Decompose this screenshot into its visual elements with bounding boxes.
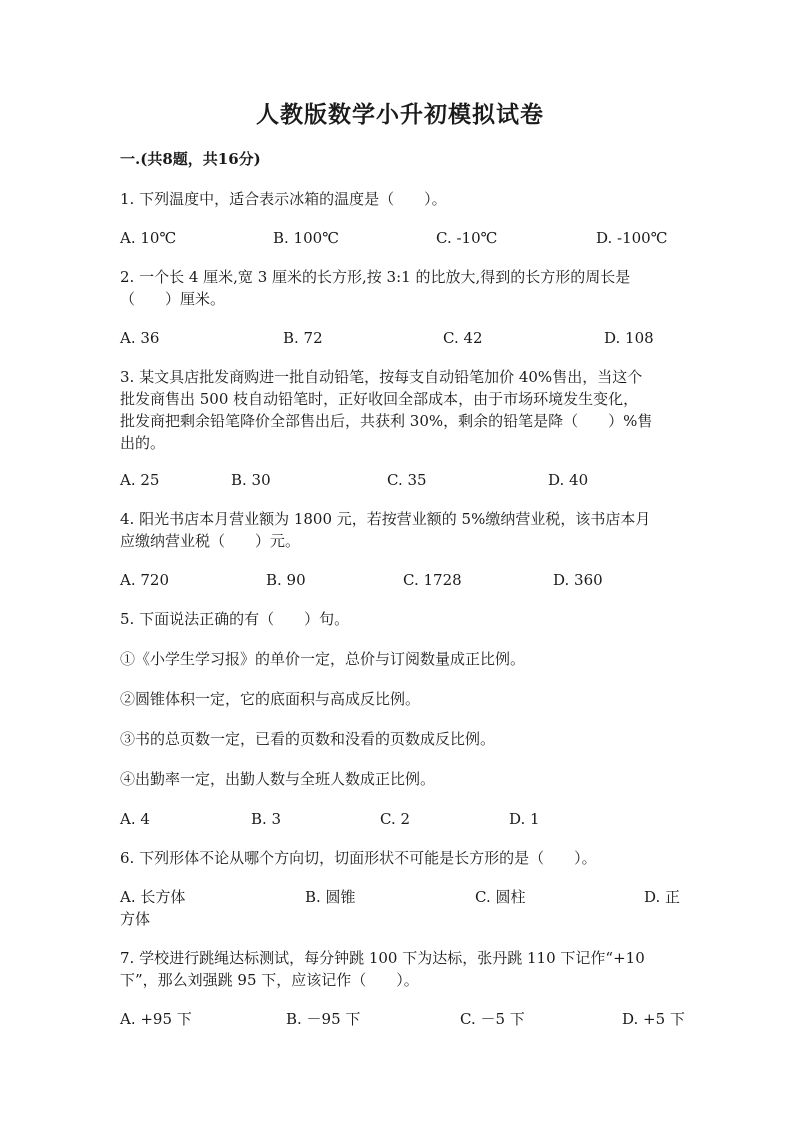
question-4-option-a: A. 720 [120,571,169,589]
question-6-text: 6. 下列形体不论从哪个方向切，切面形状不可能是长方形的是（ ）。 [120,849,597,867]
question-6-option-a: A. 长方体 [120,888,186,906]
question-4-text-line-2: 应缴纳营业税（ ）元。 [120,532,301,550]
page-title: 人教版数学小升初模拟试卷 [256,101,544,128]
question-1-option-d: D. -100℃ [596,229,668,247]
question-7-option-d: D. +5 下 [622,1010,685,1028]
question-7-option-b: B. －95 下 [286,1010,361,1028]
question-4-text-line-1: 4. 阳光书店本月营业额为 1800 元，若按营业额的 5%缴纳营业税，该书店本月 [120,510,651,528]
question-5-statement-4: ④出勤率一定，出勤人数与全班人数成正比例。 [120,770,436,788]
question-5-statement-3: ③书的总页数一定，已看的页数和没看的页数成反比例。 [120,730,496,748]
question-3-option-a: A. 25 [120,471,160,489]
question-5-option-a: A. 4 [120,810,150,828]
question-3-text-line-3: 批发商把剩余铅笔降价全部售出后，共获利 30%，剩余的铅笔是降（ ）%售 [120,412,653,430]
question-4-option-d: D. 360 [553,571,603,589]
question-1-option-b: B. 100℃ [273,229,339,247]
question-3-option-b: B. 30 [231,471,271,489]
question-3-option-c: C. 35 [387,471,427,489]
question-2-option-c: C. 42 [443,329,483,347]
question-3-option-d: D. 40 [548,471,589,489]
question-3-text-line-4: 出的。 [120,434,166,452]
question-6-option-c: C. 圆柱 [475,888,526,906]
question-5-statement-2: ②圆锥体积一定，它的底面积与高成反比例。 [120,690,421,708]
question-6-option-d: D. 正 [644,888,681,906]
question-3-text-line-2: 批发商售出 500 枝自动铅笔时，正好收回全部成本，由于市场环境发生变化， [120,390,639,408]
question-5-option-b: B. 3 [251,810,282,828]
question-5-statement-1: ①《小学生学习报》的单价一定，总价与订阅数量成正比例。 [120,650,526,668]
question-1-option-c: C. -10℃ [436,229,498,247]
question-7-text-line-1: 7. 学校进行跳绳达标测试，每分钟跳 100 下为达标，张丹跳 110 下记作“+10 [120,949,645,967]
section-header: 一.(共8题，共16分) [120,150,261,168]
question-7-option-c: C. －5 下 [460,1010,525,1028]
question-1-option-a: A. 10℃ [120,229,177,247]
question-5-text: 5. 下面说法正确的有（ ）句。 [120,610,350,628]
question-4-option-b: B. 90 [266,571,306,589]
question-6-option-b: B. 圆锥 [305,888,356,906]
question-5-option-c: C. 2 [380,810,411,828]
question-2-text-line-2: （ ）厘米。 [120,290,226,308]
question-2-option-b: B. 72 [283,329,323,347]
question-7-option-a: A. +95 下 [120,1010,192,1028]
question-7-text-line-2: 下”，那么刘强跳 95 下，应该记作（ ）。 [120,971,419,989]
question-5-option-d: D. 1 [509,810,540,828]
question-2-option-a: A. 36 [120,329,160,347]
question-3-text-line-1: 3. 某文具店批发商购进一批自动铅笔，按每支自动铅笔加价 40%售出，当这个 [120,368,643,386]
question-1-text: 1. 下列温度中，适合表示冰箱的温度是（ ）。 [120,190,447,208]
question-4-option-c: C. 1728 [403,571,462,589]
question-2-text-line-1: 2. 一个长 4 厘米,宽 3 厘米的长方形,按 3:1 的比放大,得到的长方形的周长是 [120,268,631,286]
question-6-option-d-wrap: 方体 [120,910,151,928]
question-2-option-d: D. 108 [604,329,654,347]
